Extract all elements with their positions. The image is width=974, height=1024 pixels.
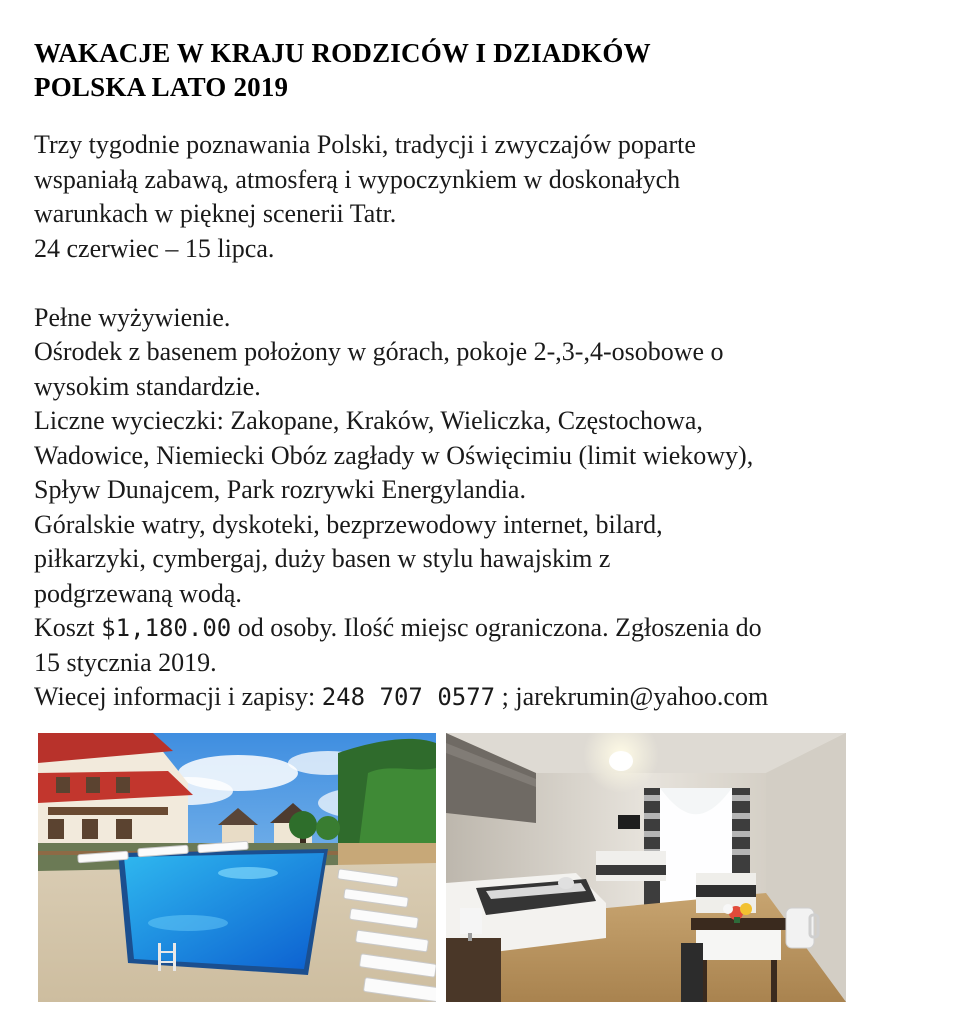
resort-pool-photo xyxy=(38,733,436,1002)
flyer-title xyxy=(34,36,651,104)
contact-email: jarekrumin@yahoo.com xyxy=(515,682,769,711)
title-line-2: POLSKA LATO 2019 xyxy=(34,72,289,102)
cost-amount: $1,180.00 xyxy=(101,614,232,642)
detail-line: piłkarzyki, cymbergaj, duży basen w stylu hawajskim z xyxy=(34,544,611,573)
title-line-1: WAKACJE W KRAJU RODZICÓW I DZIADKÓW xyxy=(34,38,651,68)
detail-line: podgrzewaną wodą. xyxy=(34,578,242,608)
intro-line: warunkach w pięknej scenerii Tatr. xyxy=(34,199,397,228)
contact-label: Wiecej informacji i zapisy: xyxy=(34,682,322,711)
deadline-line: 15 stycznia 2019. xyxy=(34,647,217,677)
hotel-room-photo xyxy=(446,733,846,1002)
detail-line: Spływ Dunajcem, Park rozrywki Energylandia. xyxy=(34,475,526,504)
detail-line: Liczne wycieczki: Zakopane, Kraków, Wieliczka, Częstochowa, xyxy=(34,406,703,435)
contact-line xyxy=(34,680,964,715)
flyer-body xyxy=(34,128,964,715)
contact-phone: 248 707 0577 xyxy=(321,683,496,711)
cost-line xyxy=(34,611,964,646)
detail-line: Ośrodek z basenem położony w górach, pokoje 2-,3-,4-osobowe o xyxy=(34,337,724,366)
detail-line: Pełne wyżywienie. xyxy=(34,302,231,332)
contact-separator: ; xyxy=(495,682,516,711)
dates-line: 24 czerwiec – 15 lipca. xyxy=(34,233,275,263)
cost-suffix: od osoby. Ilość miejsc ograniczona. Zgłoszenia do xyxy=(231,613,762,642)
detail-line: wysokim standardzie. xyxy=(34,371,261,401)
detail-line: Wadowice, Niemiecki Obóz zagłady w Oświęcimiu (limit wiekowy), xyxy=(34,440,754,470)
intro-line: Trzy tygodnie poznawania Polski, tradycji i zwyczajów poparte xyxy=(34,130,696,159)
spacer xyxy=(34,266,964,301)
cost-prefix: Koszt xyxy=(34,613,102,642)
intro-line: wspaniałą zabawą, atmosferą i wypoczynkiem w doskonałych xyxy=(34,164,681,194)
detail-line: Góralskie watry, dyskoteki, bezprzewodowy internet, bilard, xyxy=(34,509,663,539)
